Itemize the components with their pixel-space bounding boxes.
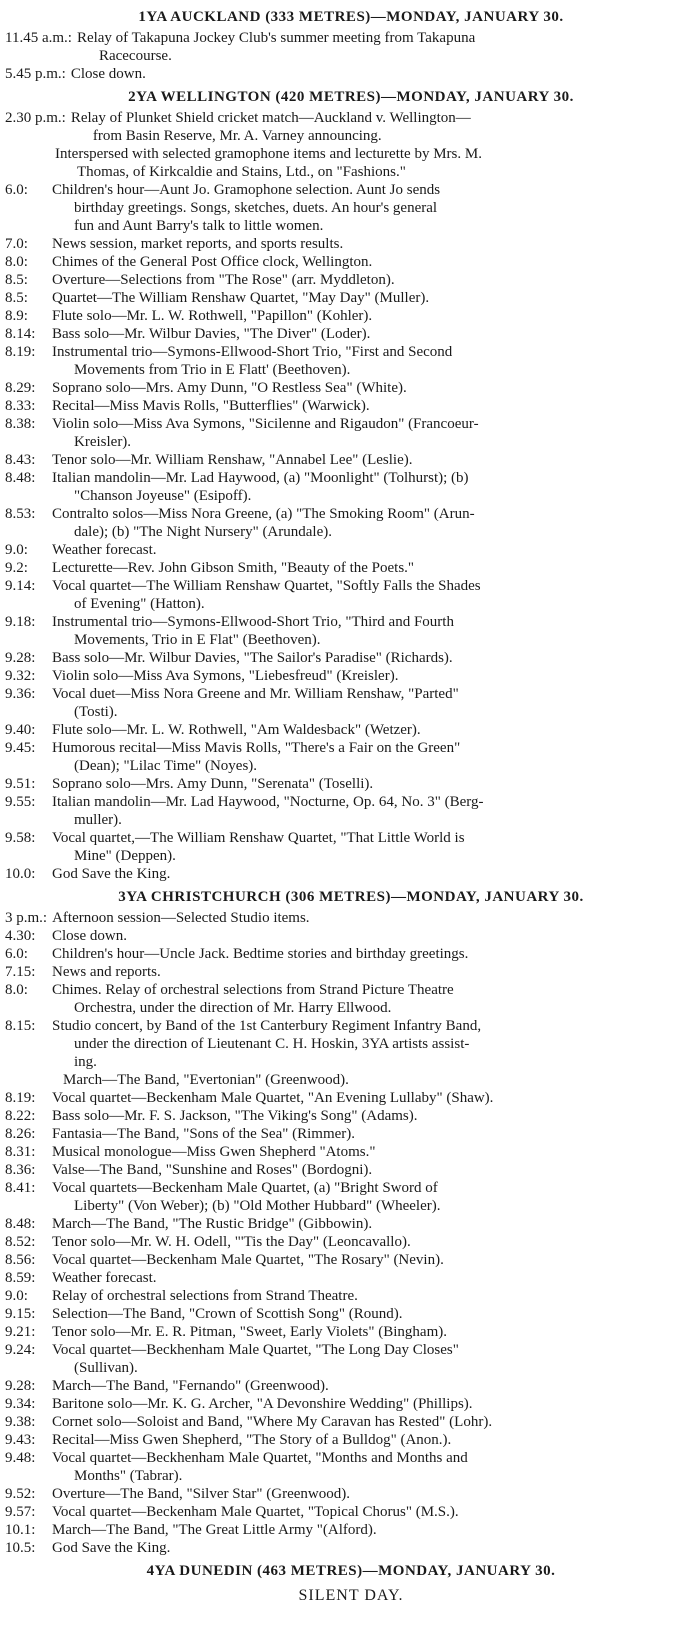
entry-text (52, 829, 697, 865)
entry-text (52, 469, 697, 505)
text-line: March—The Band, "The Great Little Army "(Alford). (52, 1522, 377, 1538)
program-entry (5, 559, 697, 577)
program-entry (5, 981, 697, 1017)
program-entry (5, 685, 697, 721)
entry-text (52, 451, 697, 469)
entry-time: 8.56: (5, 1252, 36, 1268)
program-entry (5, 1269, 697, 1287)
text-line: Tenor solo—Mr. E. R. Pitman, "Sweet, Early Violets" (Bingham). (52, 1324, 447, 1340)
entry-text (52, 927, 697, 945)
entry-time: 3 p.m.: (5, 910, 48, 926)
entry-text (52, 1305, 697, 1323)
program-entry (5, 29, 697, 65)
text-line: of Evening" (Hatton). (74, 596, 205, 612)
entry-text (52, 307, 697, 325)
entry-time: 8.48: (5, 470, 36, 486)
text-line: Violin solo—Miss Ava Symons, "Sicilenne and Rigaudon" (Francoeur- (52, 416, 479, 432)
silent-day-note: SILENT DAY. (298, 1587, 404, 1604)
text-line: Flute solo—Mr. L. W. Rothwell, "Papillon" (Kohler). (52, 308, 373, 324)
text-line: Relay of orchestral selections from Strand Theatre. (52, 1288, 358, 1304)
text-line: Liberty" (Von Weber); (b) "Old Mother Hubbard" (Wheeler). (74, 1198, 441, 1214)
text-line: Children's hour—Uncle Jack. Bedtime stories and birthday greetings. (52, 946, 469, 962)
entry-text (52, 1215, 697, 1233)
entry-text (52, 649, 697, 667)
program-entry (5, 945, 697, 963)
entry-time: 9.32: (5, 668, 36, 684)
entry-time: 8.5: (5, 290, 28, 306)
entry-text (52, 721, 697, 739)
text-line: March—The Band, "Evertonian" (Greenwood). (63, 1072, 349, 1088)
text-line: Close down. (52, 928, 127, 944)
text-line: fun and Aunt Barry's talk to little women. (74, 218, 324, 234)
entry-text (52, 1485, 697, 1503)
entry-text (52, 559, 697, 577)
text-line: Movements, Trio in E Flat" (Beethoven). (74, 632, 321, 648)
program-entry (5, 1539, 697, 1557)
program-entry (5, 235, 697, 253)
entry-time: 7.0: (5, 236, 28, 252)
entry-text (52, 1251, 697, 1269)
entry-time: 9.43: (5, 1432, 36, 1448)
program-entry (5, 1251, 697, 1269)
entry-text (52, 1269, 697, 1287)
entry-text (52, 1143, 697, 1161)
program-entry (5, 829, 697, 865)
text-line: News session, market reports, and sports results. (52, 236, 344, 252)
program-entry (5, 775, 697, 793)
entry-time: 9.52: (5, 1486, 36, 1502)
entry-text (52, 253, 697, 271)
text-line: Mine" (Deppen). (74, 848, 176, 864)
text-line: March—The Band, "Fernando" (Greenwood). (52, 1378, 329, 1394)
program-entry (5, 541, 697, 559)
text-line: Flute solo—Mr. L. W. Rothwell, "Am Waldesback" (Wetzer). (52, 722, 421, 738)
program-entry (5, 721, 697, 739)
entry-text (52, 909, 697, 927)
text-line: muller). (74, 812, 122, 828)
entry-time: 4.30: (5, 928, 36, 944)
entry-time: 9.28: (5, 1378, 36, 1394)
entry-text (52, 1233, 697, 1251)
entry-time: 9.48: (5, 1450, 36, 1466)
program-entry (5, 793, 697, 829)
entry-time: 10.0: (5, 866, 36, 882)
text-line: Orchestra, under the direction of Mr. Harry Ellwood. (74, 1000, 392, 1016)
text-line: Weather forecast. (52, 542, 157, 558)
entry-time: 8.9: (5, 308, 28, 324)
entry-time: 2.30 p.m.: (5, 110, 66, 126)
text-line: "Chanson Joyeuse" (Esipoff). (74, 488, 252, 504)
entry-time: 8.14: (5, 326, 36, 342)
entry-text (52, 397, 697, 415)
entry-text (52, 685, 697, 721)
text-line: Relay of Takapuna Jockey Club's summer meeting from Takapuna (76, 30, 476, 46)
program-entry (5, 1377, 697, 1395)
program-entry (5, 1161, 697, 1179)
entry-text (77, 29, 697, 65)
text-line: Soprano solo—Mrs. Amy Dunn, "O Restless Sea" (White). (52, 380, 407, 396)
program-entry (5, 307, 697, 325)
entry-text (52, 1539, 697, 1557)
entry-text (52, 793, 697, 829)
program-entry (5, 1431, 697, 1449)
text-line: Recital—Miss Gwen Shepherd, "The Story of a Bulldog" (Anon.). (52, 1432, 452, 1448)
entry-time: 9.34: (5, 1396, 36, 1412)
entry-text (52, 1089, 697, 1107)
text-line: Vocal quartet—Beckenham Male Quartet, "The Rosary" (Nevin). (52, 1252, 444, 1268)
program-entry (5, 289, 697, 307)
text-line: Recital—Miss Mavis Rolls, "Butterflies" (Warwick). (52, 398, 370, 414)
entry-time: 9.28: (5, 650, 36, 666)
text-line: Tenor solo—Mr. William Renshaw, "Annabel Lee" (Leslie). (52, 452, 413, 468)
station-section (5, 85, 697, 883)
program-entry (5, 963, 697, 981)
entry-text (52, 1395, 697, 1413)
entry-time: 9.0: (5, 1288, 28, 1304)
program-entry (5, 865, 697, 883)
entry-time: 9.15: (5, 1306, 36, 1322)
entry-text (52, 963, 697, 981)
entry-time: 7.15: (5, 964, 36, 980)
program-entry (5, 1305, 697, 1323)
text-line: birthday greetings. Songs, sketches, duets. An hour's general (74, 200, 438, 216)
text-line: Overture—Selections from "The Rose" (arr. Myddleton). (52, 272, 395, 288)
text-line: Chimes. Relay of orchestral selections from Strand Picture Theatre (52, 982, 454, 998)
text-line: Selection—The Band, "Crown of Scottish Song" (Round). (52, 1306, 403, 1322)
text-line: (Dean); "Lilac Time" (Noyes). (74, 758, 258, 774)
entry-text (52, 775, 697, 793)
entry-time: 8.31: (5, 1144, 36, 1160)
station-section (5, 1559, 697, 1607)
text-line: ing. (74, 1054, 97, 1070)
section-title: 1YA AUCKLAND (333 METRES)—MONDAY, JANUARY 30. (138, 9, 564, 25)
text-line: Quartet—The William Renshaw Quartet, "May Day" (Muller). (52, 290, 430, 306)
section-title: 4YA DUNEDIN (463 METRES)—MONDAY, JANUARY 30. (146, 1563, 556, 1579)
entry-text (52, 1287, 697, 1305)
text-line: News and reports. (52, 964, 161, 980)
entry-text (52, 1377, 697, 1395)
program-entry (5, 65, 697, 83)
text-line: Tenor solo—Mr. W. H. Odell, "'Tis the Day" (Leoncavallo). (52, 1234, 411, 1250)
entry-time: 9.0: (5, 542, 28, 558)
text-line: dale); (b) "The Night Nursery" (Arundale). (74, 524, 332, 540)
program-entry (5, 1017, 697, 1071)
text-line: Cornet solo—Soloist and Band, "Where My Caravan has Rested" (Lohr). (52, 1414, 493, 1430)
entry-text (52, 1521, 697, 1539)
entry-text (52, 1449, 697, 1485)
program-entry (5, 1215, 697, 1233)
entry-text (52, 271, 697, 289)
text-line: Movements from Trio in E Flatt' (Beethoven). (74, 362, 351, 378)
program-entry (5, 505, 697, 541)
text-line: Close down. (70, 66, 146, 82)
text-line: Baritone solo—Mr. K. G. Archer, "A Devonshire Wedding" (Phillips). (52, 1396, 473, 1412)
text-line: Weather forecast. (52, 1270, 157, 1286)
program-entry (5, 1413, 697, 1431)
entry-text (52, 739, 697, 775)
text-line: Kreisler). (74, 434, 132, 450)
entry-time: 9.18: (5, 614, 36, 630)
entry-text (52, 1431, 697, 1449)
entry-time: 8.59: (5, 1270, 36, 1286)
entry-text (52, 1161, 697, 1179)
text-line: Instrumental trio—Symons-Ellwood-Short Trio, "Third and Fourth (52, 614, 454, 630)
entry-time: 8.29: (5, 380, 36, 396)
program-entry (5, 1323, 697, 1341)
text-line: Thomas, of Kirkcaldie and Stains, Ltd., on "Fashions." (77, 164, 406, 180)
program-entry (5, 379, 697, 397)
text-line: Musical monologue—Miss Gwen Shepherd "Atoms." (52, 1144, 376, 1160)
entry-time: 8.5: (5, 272, 28, 288)
program-entry (5, 1503, 697, 1521)
entry-time: 9.21: (5, 1324, 36, 1340)
text-line: Studio concert, by Band of the 1st Canterbury Regiment Infantry Band, (52, 1018, 482, 1034)
entry-time: 8.36: (5, 1162, 36, 1178)
text-line: Overture—The Band, "Silver Star" (Greenwood). (52, 1486, 350, 1502)
section-title: 2YA WELLINGTON (420 METRES)—MONDAY, JANUARY 30. (128, 89, 574, 105)
entry-time: 8.15: (5, 1018, 36, 1034)
text-line: Bass solo—Mr. F. S. Jackson, "The Viking's Song" (Adams). (52, 1108, 418, 1124)
entry-time: 10.1: (5, 1522, 36, 1538)
entry-time: 9.2: (5, 560, 28, 576)
entry-time: 6.0: (5, 182, 28, 198)
program-entry (5, 1125, 697, 1143)
program-entry (5, 927, 697, 945)
program-entry (5, 1287, 697, 1305)
program-entry (5, 181, 697, 235)
program-entry (5, 909, 697, 927)
entry-time: 9.55: (5, 794, 36, 810)
program-entry (5, 1107, 697, 1125)
entry-time: 8.53: (5, 506, 36, 522)
station-section (5, 5, 697, 83)
text-line: Instrumental trio—Symons-Ellwood-Short Trio, "First and Second (52, 344, 453, 360)
program-entry (5, 613, 697, 649)
entry-text (52, 415, 697, 451)
entry-time: 9.36: (5, 686, 36, 702)
program-entry (5, 343, 697, 379)
program-entry (5, 739, 697, 775)
program-entry (5, 1341, 697, 1377)
entry-text (52, 613, 697, 649)
program-entry (5, 1395, 697, 1413)
entry-time: 6.0: (5, 946, 28, 962)
entry-time: 8.41: (5, 1180, 36, 1196)
text-line: Interspersed with selected gramophone items and lecturette by Mrs. M. (55, 146, 482, 162)
program-entry (5, 1143, 697, 1161)
entry-text (52, 235, 697, 253)
entry-text (52, 1125, 697, 1143)
text-line: under the direction of Lieutenant C. H. Hoskin, 3YA artists assist- (74, 1036, 470, 1052)
entry-text (71, 65, 697, 83)
program-entry (5, 1449, 697, 1485)
entry-text (52, 325, 697, 343)
text-line: Vocal duet—Miss Nora Greene and Mr. William Renshaw, "Parted" (52, 686, 459, 702)
text-line: God Save the King. (52, 866, 171, 882)
entry-text (52, 1017, 697, 1071)
entry-text (52, 379, 697, 397)
entry-text (52, 541, 697, 559)
text-line: Bass solo—Mr. Wilbur Davies, "The Diver" (Loder). (52, 326, 371, 342)
entry-time: 8.48: (5, 1216, 36, 1232)
entry-time: 8.38: (5, 416, 36, 432)
program-entry (5, 271, 697, 289)
entry-text (52, 577, 697, 613)
text-line: Months" (Tabrar). (74, 1468, 183, 1484)
program-entry (5, 397, 697, 415)
text-line: Bass solo—Mr. Wilbur Davies, "The Sailor's Paradise" (Richards). (52, 650, 453, 666)
entry-text (52, 505, 697, 541)
program-entry (5, 415, 697, 451)
text-line: Violin solo—Miss Ava Symons, "Liebesfreud" (Kreisler). (52, 668, 399, 684)
entry-text (52, 1179, 697, 1215)
text-line: Vocal quartet—Beckenham Male Quartet, "Topical Chorus" (M.S.). (52, 1504, 459, 1520)
entry-time: 5.45 p.m.: (5, 66, 66, 82)
entry-time: 8.19: (5, 344, 36, 360)
entry-text (52, 865, 697, 883)
text-line: Vocal quartet—The William Renshaw Quartet, "Softly Falls the Shades (52, 578, 481, 594)
entry-text (52, 343, 697, 379)
text-line: Contralto solos—Miss Nora Greene, (a) "The Smoking Room" (Arun- (52, 506, 475, 522)
sub-item (5, 1071, 697, 1089)
program-entry (5, 451, 697, 469)
text-line: God Save the King. (52, 1540, 171, 1556)
program-entry (5, 649, 697, 667)
text-line: Afternoon session—Selected Studio items. (52, 910, 310, 926)
text-line: Relay of Plunket Shield cricket match—Auckland v. Wellington— (70, 110, 471, 126)
program-entry (5, 1485, 697, 1503)
entry-time: 8.26: (5, 1126, 36, 1142)
entry-text (52, 1323, 697, 1341)
text-line: Italian mandolin—Mr. Lad Haywood, (a) "Moonlight" (Tolhurst); (b) (52, 470, 469, 486)
entry-time: 9.38: (5, 1414, 36, 1430)
entry-time: 9.14: (5, 578, 36, 594)
entry-text (52, 1107, 697, 1125)
program-entry (5, 109, 697, 145)
entry-text (52, 1503, 697, 1521)
entry-time: 8.0: (5, 982, 28, 998)
entry-text (52, 945, 697, 963)
program-entry (5, 577, 697, 613)
program-entry (5, 667, 697, 685)
program-entry (5, 325, 697, 343)
text-line: Racecourse. (98, 48, 172, 64)
entry-text (71, 109, 697, 145)
entry-text (52, 289, 697, 307)
entry-text (52, 667, 697, 685)
entry-time: 10.5: (5, 1540, 36, 1556)
entry-text (52, 1413, 697, 1431)
program-entry (5, 1089, 697, 1107)
text-line: Vocal quartets—Beckenham Male Quartet, (a) "Bright Sword of (52, 1180, 438, 1196)
entry-time: 9.58: (5, 830, 36, 846)
entry-time: 9.40: (5, 722, 36, 738)
text-line: Valse—The Band, "Sunshine and Roses" (Bordogni). (52, 1162, 373, 1178)
text-line: Lecturette—Rev. John Gibson Smith, "Beauty of the Poets." (52, 560, 415, 576)
entry-text (52, 181, 697, 235)
entry-time: 9.24: (5, 1342, 36, 1358)
program-entry (5, 1521, 697, 1539)
text-line: Chimes of the General Post Office clock, Wellington. (52, 254, 373, 270)
text-line: March—The Band, "The Rustic Bridge" (Gibbowin). (52, 1216, 373, 1232)
program-entry (5, 1233, 697, 1251)
program-entry (5, 469, 697, 505)
sub-item (5, 145, 697, 181)
text-line: Vocal quartet—Beckhenham Male Quartet, "The Long Day Closes" (52, 1342, 459, 1358)
entry-time: 8.0: (5, 254, 28, 270)
text-line: Fantasia—The Band, "Sons of the Sea" (Rimmer). (52, 1126, 356, 1142)
text-line: Italian mandolin—Mr. Lad Haywood, "Nocturne, Op. 64, No. 3" (Berg- (52, 794, 484, 810)
entry-time: 9.45: (5, 740, 36, 756)
entry-time: 8.43: (5, 452, 36, 468)
text-line: Children's hour—Aunt Jo. Gramophone selection. Aunt Jo sends (52, 182, 441, 198)
entry-time: 8.52: (5, 1234, 36, 1250)
text-line: (Sullivan). (74, 1360, 138, 1376)
text-line: Soprano solo—Mrs. Amy Dunn, "Serenata" (Toselli). (52, 776, 374, 792)
entry-time: 11.45 a.m.: (5, 30, 72, 46)
text-line: Vocal quartet,—The William Renshaw Quartet, "That Little World is (52, 830, 465, 846)
program-entry (5, 253, 697, 271)
entry-time: 9.57: (5, 1504, 36, 1520)
entry-time: 8.22: (5, 1108, 36, 1124)
entry-time: 9.51: (5, 776, 36, 792)
entry-text (52, 981, 697, 1017)
text-line: from Basin Reserve, Mr. A. Varney announcing. (92, 128, 382, 144)
section-title: 3YA CHRISTCHURCH (306 METRES)—MONDAY, JANUARY 30. (118, 889, 584, 905)
station-section (5, 885, 697, 1557)
entry-time: 8.33: (5, 398, 36, 414)
entry-text (52, 1341, 697, 1377)
entry-time: 8.19: (5, 1090, 36, 1106)
text-line: (Tosti). (74, 704, 118, 720)
text-line: Vocal quartet—Beckhenham Male Quartet, "Months and Months and (52, 1450, 468, 1466)
text-line: Humorous recital—Miss Mavis Rolls, "There's a Fair on the Green" (52, 740, 461, 756)
program-entry (5, 1179, 697, 1215)
text-line: Vocal quartet—Beckenham Male Quartet, "An Evening Lullaby" (Shaw). (52, 1090, 494, 1106)
